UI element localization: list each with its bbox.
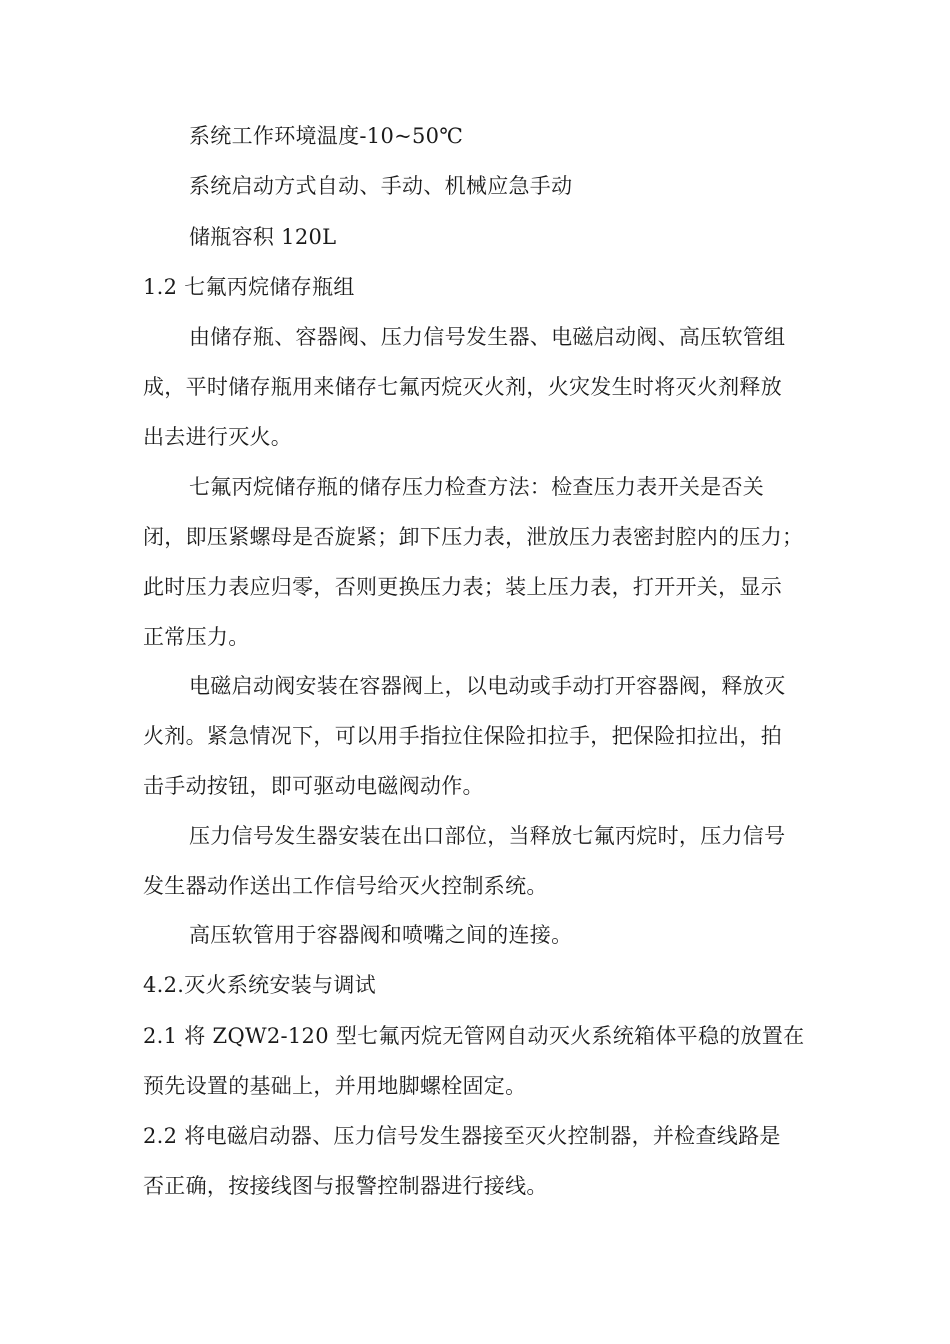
paragraph-line: 发生器动作送出工作信号给灭火控制系统。: [143, 874, 548, 898]
paragraph-line: 火剂。紧急情况下，可以用手指拉住保险扣拉手，把保险扣拉出，拍: [143, 724, 782, 748]
paragraph-line: 预先设置的基础上，并用地脚螺栓固定。: [143, 1074, 527, 1098]
spec-startup-mode: 系统启动方式自动、手动、机械应急手动: [189, 174, 573, 198]
section-heading-storage-bottle-group: 1.2 七氟丙烷储存瓶组: [143, 275, 355, 299]
paragraph-line: 高压软管用于容器阀和喷嘴之间的连接。: [189, 923, 573, 947]
paragraph-line: 2.2 将电磁启动器、压力信号发生器接至灭火控制器，并检查线路是: [143, 1124, 781, 1148]
paragraph-line: 成，平时储存瓶用来储存七氟丙烷灭火剂，火灾发生时将灭火剂释放: [143, 375, 782, 399]
paragraph-line: 由储存瓶、容器阀、压力信号发生器、电磁启动阀、高压软管组: [189, 325, 786, 349]
paragraph-line: 闭，即压紧螺母是否旋紧；卸下压力表，泄放压力表密封腔内的压力；: [143, 525, 804, 549]
paragraph-line: 击手动按钮，即可驱动电磁阀动作。: [143, 774, 484, 798]
paragraph-line: 压力信号发生器安装在出口部位，当释放七氟丙烷时，压力信号: [189, 824, 786, 848]
paragraph-line: 电磁启动阀安装在容器阀上，以电动或手动打开容器阀，释放灭: [189, 674, 786, 698]
paragraph-line: 此时压力表应归零，否则更换压力表；装上压力表，打开开关，显示: [143, 575, 782, 599]
spec-bottle-volume: 储瓶容积 120L: [189, 225, 337, 249]
paragraph-line: 正常压力。: [143, 625, 250, 649]
section-heading-installation-debugging: 4.2.灭火系统安装与调试: [143, 973, 376, 997]
paragraph-line: 否正确，按接线图与报警控制器进行接线。: [143, 1174, 548, 1198]
paragraph-line: 2.1 将 ZQW2-120 型七氟丙烷无管网自动灭火系统箱体平稳的放置在: [143, 1024, 805, 1048]
paragraph-line: 七氟丙烷储存瓶的储存压力检查方法：检查压力表开关是否关: [189, 475, 765, 499]
paragraph-line: 出去进行灭火。: [143, 425, 293, 449]
spec-working-temperature: 系统工作环境温度-10~50℃: [189, 124, 464, 148]
